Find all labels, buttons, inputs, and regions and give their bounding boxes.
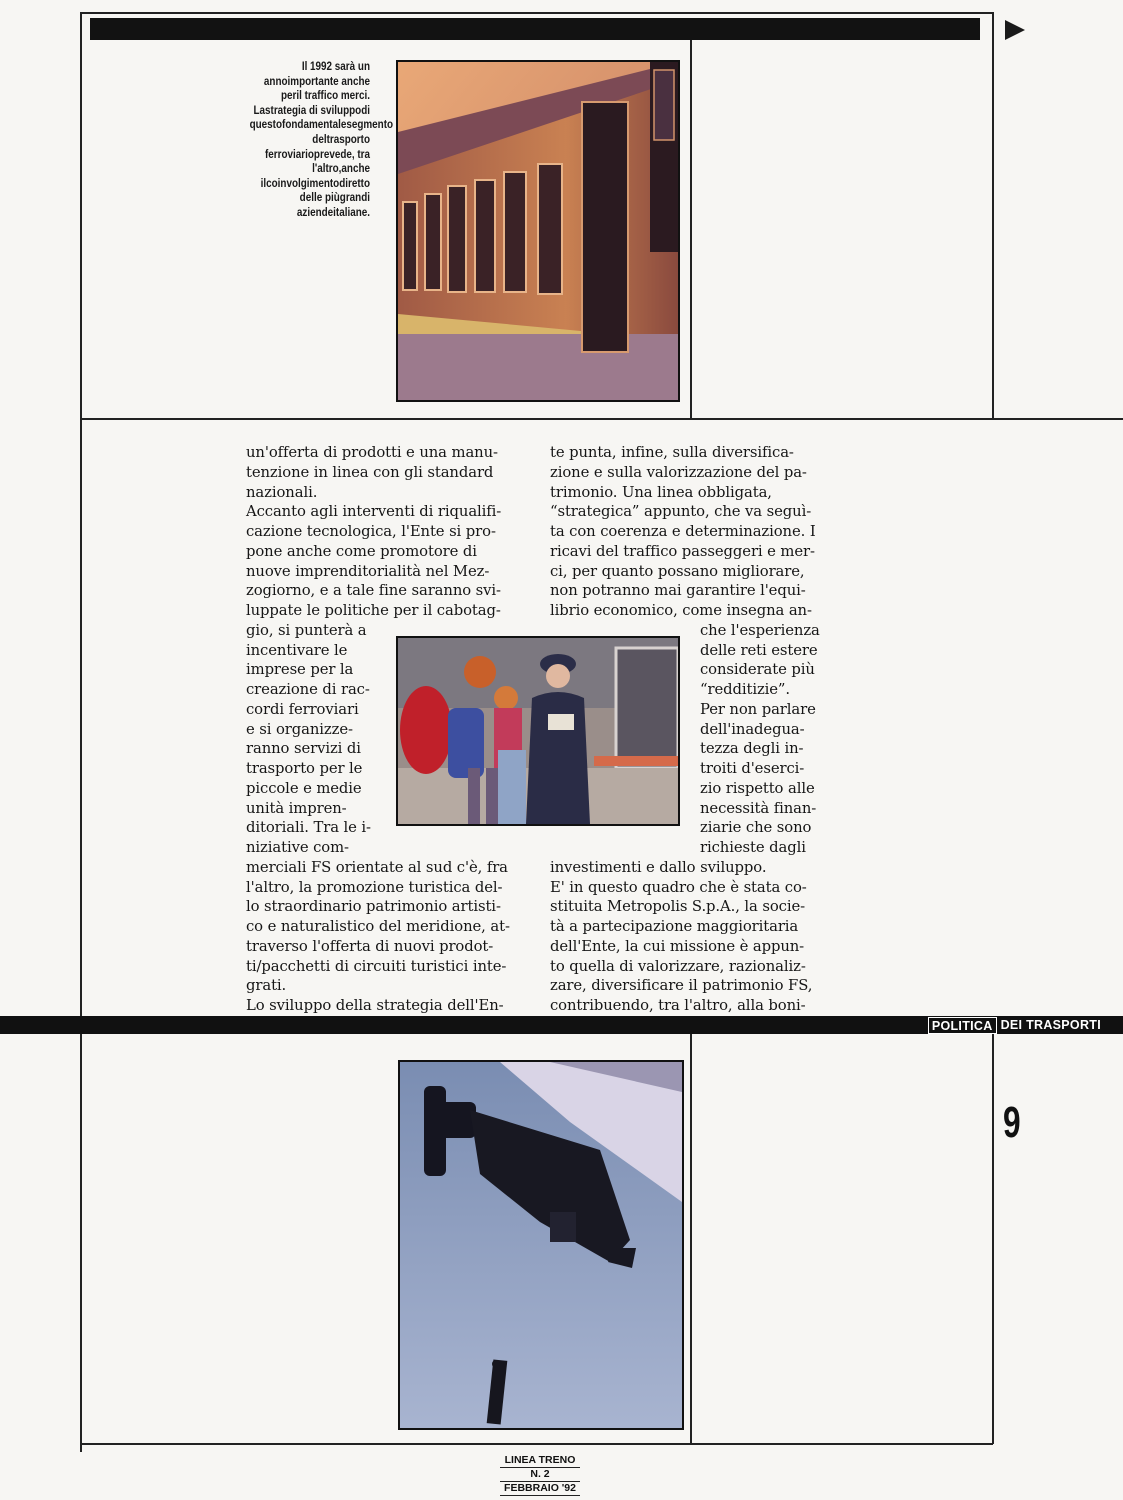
column-1-line: Lo sviluppo della strategia dell'En- [246,997,504,1014]
column-1-line: merciali FS orientate al sud c'è, fra [246,858,508,876]
top-rule [80,12,993,14]
section-label-part2: DEI TRASPORTI [1000,1018,1101,1032]
column-2-line: to quella di valorizzare, razionaliz- [550,957,806,975]
column-1-line: un'offerta di prodotti e una manu- [246,444,498,461]
column-1-line: imprese per la [246,661,354,679]
train-carriage-photo [396,60,680,402]
caption-line: grandi aziende [296,192,370,219]
caption-line: italiane. [333,206,370,219]
column-1-line: niziative com- [246,839,349,856]
column-1-line: tenzione in linea con gli standard [246,463,494,481]
column-2-line: dell'Ente, la cui missione è appun- [550,937,805,955]
caption-line: il traffico merci. La [253,90,370,117]
column-divider-top [690,40,692,418]
column-2-line: tezza degli in- [700,740,804,758]
column-2-line: delle reti estere [700,641,818,659]
footer-issue: N. 2 [500,1468,580,1482]
column-2-line: stituita Metropolis S.p.A., la socie- [550,898,806,916]
column-2-line: trimonio. Una linea obbligata, [550,483,772,501]
column-1-line: nazionali. [246,483,318,501]
column-2-line: necessità finan- [700,799,817,817]
column-1-line: cordi ferroviari [246,700,359,718]
caption-line: prevede, tra l'altro, [312,148,370,176]
column-1-line: pone anche come promotore di [246,542,477,560]
column-1-line: nuove imprenditorialità nel Mez- [246,562,490,580]
header-bar [90,18,980,40]
column-1-line: ranno servizi di [246,740,361,758]
column-2-line: zio rispetto alle [700,779,815,797]
column-1-line: unità impren- [246,799,347,817]
column-1-line: e si organizze- [246,720,353,738]
upper-band-rule [80,418,1123,420]
page-number: 9 [1003,1098,1021,1147]
column-divider-bottom [690,1034,692,1444]
frame-left [80,12,82,1452]
column-2-line: te punta, infine, sulla diversifica- [550,444,794,461]
column-1-line: piccole e medie [246,779,362,797]
column-1-line: incentivare le [246,641,348,659]
caption-line: coinvolgimento [266,177,340,190]
column-2-line: zione e sulla valorizzazione del pa- [550,463,807,481]
caption-line: anche il [260,163,370,190]
footer-masthead [500,1454,580,1496]
crane-silhouette-photo [398,1060,684,1430]
column-1-line: ditoriali. Tra le i- [246,819,371,837]
photo-caption [249,60,394,221]
caption-line: fondamentale [282,119,347,132]
footer-title: LINEA TRENO [500,1454,580,1468]
column-1-line: cazione tecnologica, l'Ente si pro- [246,523,496,540]
column-1-line: l'altro, la promozione turistica del- [246,878,503,896]
column-2-line: ci, per quanto possano migliorare, [550,562,805,580]
column-1-line: luppate le politiche per il cabotag- [246,602,501,619]
section-label [928,1017,1101,1034]
column-2-line: dell'inadegua- [700,720,805,738]
column-1-line: gio, si punterà a [246,621,367,639]
section-label-part1: POLITICA [928,1017,997,1034]
column-2-line: troiti d'eserci- [700,760,805,777]
column-2-line: zare, diversificare il patrimonio FS, [550,977,813,995]
frame-right [992,12,994,418]
column-1-line: traverso l'offerta di nuovi prodot- [246,937,494,955]
caption-line: Il 1992 sarà un anno [263,61,370,88]
caption-line: trasporto ferroviario [264,133,370,161]
next-page-arrow-icon [1005,20,1025,40]
column-1-line: zogiorno, e a tale fine saranno svi- [246,582,501,600]
column-2-line: richieste dagli [700,839,806,856]
footer-date: FEBBRAIO '92 [500,1482,580,1496]
column-2-line: contribuendo, tra l'altro, alla boni- [550,997,806,1014]
column-1-line: lo straordinario patrimonio artisti- [246,898,501,916]
travellers-conductor-photo [396,636,680,826]
column-1-line: co e naturalistico del meridione, at- [246,918,510,935]
column-2-line: “redditizie”. [700,681,791,698]
column-2-line: Per non parlare [700,700,816,718]
frame-right-lower [992,1034,994,1444]
column-2-line: “strategica” appunto, che va seguì- [550,503,812,521]
caption-line: importante anche per [280,75,370,103]
column-2-line: non potranno mai garantire l'equi- [550,582,806,600]
bottom-rule [80,1443,993,1445]
column-1-line: creazione di rac- [246,681,370,698]
column-1-line: Accanto agli interventi di riqualifi- [246,503,502,521]
column-2-line: tà a partecipazione maggioritaria [550,918,799,935]
caption-line: di questo [249,104,370,132]
column-2-line: considerate più [700,661,815,679]
caption-line: strategia di sviluppo [265,104,362,117]
column-1-line: trasporto per le [246,760,363,777]
column-2-line: librio economico, come insegna an- [550,602,812,619]
column-2-line: ricavi del traffico passeggeri e mer- [550,542,815,560]
column-2-line: ta con coerenza e determinazione. I [550,523,816,540]
column-2-line: investimenti e dallo sviluppo. [550,858,767,876]
caption-line: diretto delle più [299,177,370,205]
caption-line: segmento del [312,119,394,146]
column-2-line: E' in questo quadro che è stata co- [550,878,807,896]
column-2-line: ziarie che sono [700,819,812,837]
column-1-line: grati. [246,977,287,995]
column-1-line: ti/pacchetti di circuiti turistici inte- [246,957,507,975]
column-2-line: che l'esperienza [700,621,820,639]
